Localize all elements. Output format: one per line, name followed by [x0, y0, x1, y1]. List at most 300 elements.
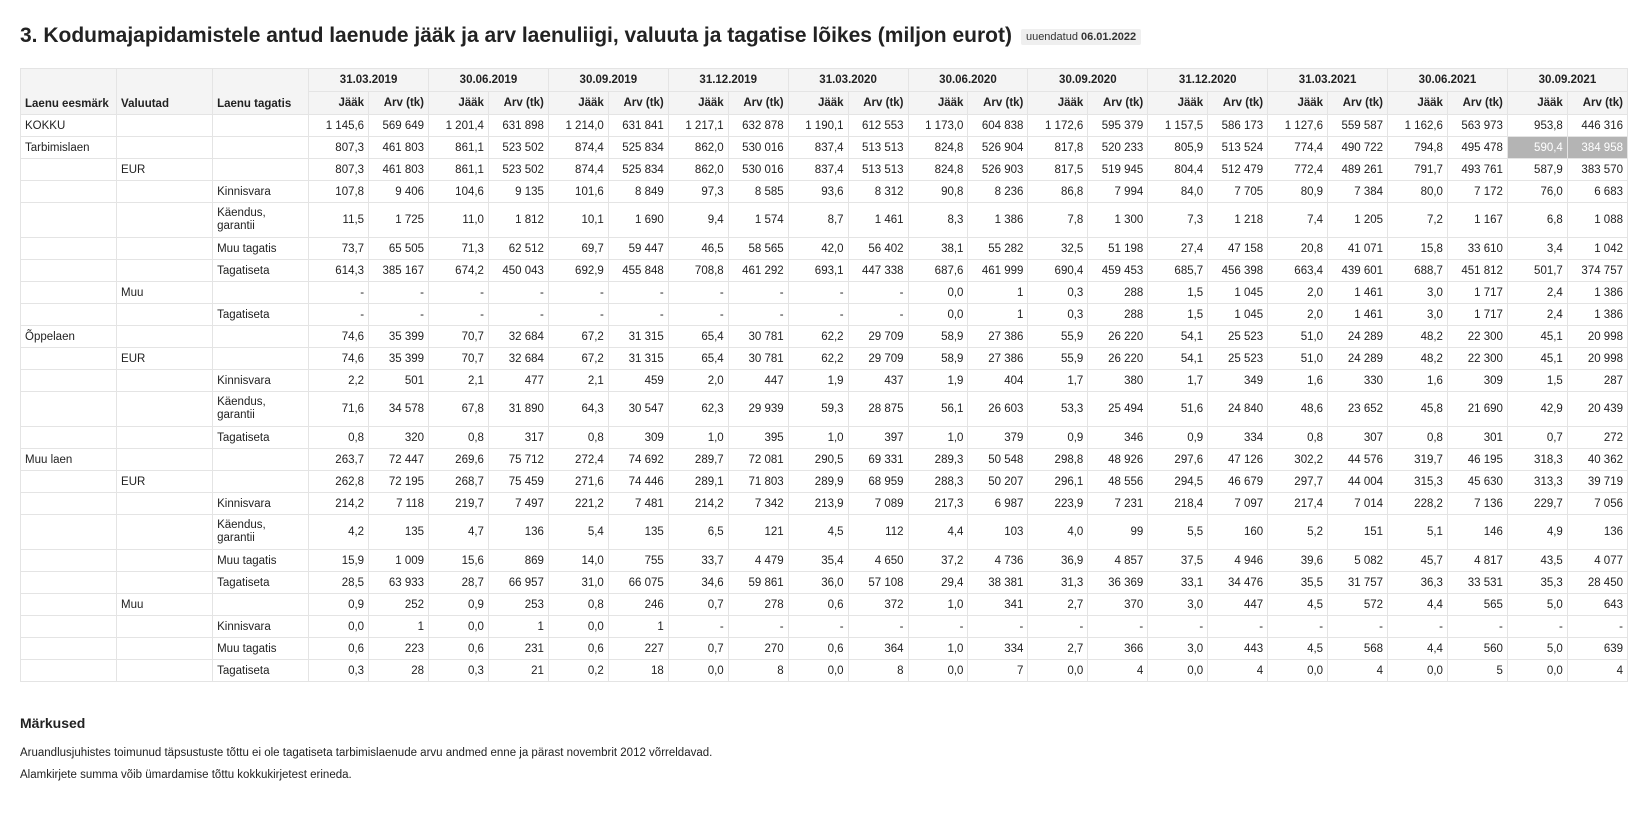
cell-count: 1 088	[1567, 203, 1627, 238]
sub-header-balance: Jääk	[1507, 92, 1567, 115]
cell-count: 8	[848, 660, 908, 682]
cell-collateral: Tagatiseta	[213, 304, 309, 326]
cell-count: 7 481	[608, 493, 668, 515]
cell-collateral: Käendus, garantii	[213, 203, 309, 238]
cell-count: 523 502	[488, 159, 548, 181]
cell-balance: 0,6	[309, 638, 369, 660]
cell-count: 135	[608, 515, 668, 550]
cell-balance: 76,0	[1507, 181, 1567, 203]
cell-count: 246	[608, 594, 668, 616]
cell-balance: 0,0	[1388, 660, 1448, 682]
cell-balance: 80,9	[1268, 181, 1328, 203]
cell-balance: 3,0	[1148, 638, 1208, 660]
cell-balance: 263,7	[309, 449, 369, 471]
cell-count: 366	[1088, 638, 1148, 660]
updated-date: 06.01.2022	[1081, 31, 1137, 43]
cell-count: 288	[1088, 282, 1148, 304]
cell-balance: 51,0	[1268, 326, 1328, 348]
cell-balance: 53,3	[1028, 392, 1088, 427]
cell-count: 33 531	[1447, 572, 1507, 594]
cell-count: 30 781	[728, 348, 788, 370]
table-row	[21, 616, 1628, 638]
cell-purpose	[21, 159, 117, 181]
cell-purpose	[21, 392, 117, 427]
cell-collateral: Tagatiseta	[213, 572, 309, 594]
cell-count: 8 236	[968, 181, 1028, 203]
cell-count: 385 167	[369, 260, 429, 282]
cell-balance: 862,0	[668, 159, 728, 181]
cell-currency: Muu	[117, 594, 213, 616]
cell-balance: 2,0	[1268, 304, 1328, 326]
cell-balance: 5,5	[1148, 515, 1208, 550]
cell-balance: 45,8	[1388, 392, 1448, 427]
cell-balance: 62,2	[788, 348, 848, 370]
cell-count: 40 362	[1567, 449, 1627, 471]
cell-count: 346	[1088, 427, 1148, 449]
sub-header-count: Arv (tk)	[848, 92, 908, 115]
cell-count: 461 803	[369, 137, 429, 159]
cell-balance: 319,7	[1388, 449, 1448, 471]
cell-count: 317	[488, 427, 548, 449]
cell-balance: -	[788, 282, 848, 304]
cell-count: 31 315	[608, 348, 668, 370]
cell-balance: 296,1	[1028, 471, 1088, 493]
cell-currency	[117, 137, 213, 159]
sub-header-count: Arv (tk)	[1088, 92, 1148, 115]
cell-balance: 10,1	[548, 203, 608, 238]
cell-balance: 1,5	[1148, 304, 1208, 326]
cell-currency	[117, 370, 213, 392]
cell-count: 395	[728, 427, 788, 449]
cell-count: 8 849	[608, 181, 668, 203]
cell-purpose	[21, 572, 117, 594]
cell-count: 4 857	[1088, 550, 1148, 572]
sub-header-count: Arv (tk)	[1208, 92, 1268, 115]
cell-count: 26 220	[1088, 348, 1148, 370]
cell-balance: 297,7	[1268, 471, 1328, 493]
cell-balance: 36,9	[1028, 550, 1088, 572]
cell-balance: 2,4	[1507, 304, 1567, 326]
cell-count: 56 402	[848, 238, 908, 260]
cell-count: 20 439	[1567, 392, 1627, 427]
cell-count: 25 494	[1088, 392, 1148, 427]
cell-balance: 693,1	[788, 260, 848, 282]
cell-count: 443	[1208, 638, 1268, 660]
cell-count: 71 803	[728, 471, 788, 493]
cell-count: 1 574	[728, 203, 788, 238]
cell-balance: 1,0	[908, 427, 968, 449]
cell-count: 33 610	[1447, 238, 1507, 260]
title-row	[20, 24, 1627, 48]
cell-balance: 93,6	[788, 181, 848, 203]
cell-balance: 687,6	[908, 260, 968, 282]
cell-currency: EUR	[117, 348, 213, 370]
cell-balance: 0,0	[429, 616, 489, 638]
cell-count: 631 841	[608, 115, 668, 137]
cell-count: 447	[1208, 594, 1268, 616]
cell-count: 75 459	[488, 471, 548, 493]
table-head	[21, 69, 1628, 115]
cell-count: 446 316	[1567, 115, 1627, 137]
cell-currency	[117, 550, 213, 572]
cell-count: 349	[1208, 370, 1268, 392]
cell-count: 7 172	[1447, 181, 1507, 203]
cell-count: 121	[728, 515, 788, 550]
cell-balance: 58,9	[908, 348, 968, 370]
cell-balance: 0,7	[668, 638, 728, 660]
cell-count: 1	[968, 282, 1028, 304]
cell-balance: 861,1	[429, 137, 489, 159]
cell-collateral	[213, 449, 309, 471]
cell-purpose	[21, 660, 117, 682]
cell-count: 26 220	[1088, 326, 1148, 348]
cell-balance: 90,8	[908, 181, 968, 203]
cell-count: 461 803	[369, 159, 429, 181]
cell-balance: 1,0	[788, 427, 848, 449]
cell-count: -	[488, 304, 548, 326]
cell-count: 1 205	[1328, 203, 1388, 238]
cell-count: -	[608, 282, 668, 304]
cell-count: 307	[1328, 427, 1388, 449]
cell-balance: 289,1	[668, 471, 728, 493]
cell-count: 31 757	[1328, 572, 1388, 594]
cell-balance: 219,7	[429, 493, 489, 515]
cell-count: 68 959	[848, 471, 908, 493]
sub-header-balance: Jääk	[788, 92, 848, 115]
cell-count: 512 479	[1208, 159, 1268, 181]
sub-header-balance: Jääk	[908, 92, 968, 115]
cell-balance: 213,9	[788, 493, 848, 515]
cell-count: 136	[488, 515, 548, 550]
page-title: 3. Kodumajapidamistele antud laenude jääk ja arv laenuliigi, valuuta ja tagatise lõikes (miljon eurot)	[20, 24, 1012, 47]
cell-balance: 2,7	[1028, 638, 1088, 660]
cell-count: 4 077	[1567, 550, 1627, 572]
cell-balance: 0,7	[1507, 427, 1567, 449]
cell-count: 372	[848, 594, 908, 616]
cell-count: 1 042	[1567, 238, 1627, 260]
cell-balance: 774,4	[1268, 137, 1328, 159]
cell-count: 7 056	[1567, 493, 1627, 515]
cell-count: 459 453	[1088, 260, 1148, 282]
cell-currency	[117, 660, 213, 682]
period-header: 31.03.2021	[1268, 69, 1388, 92]
cell-balance: 861,1	[429, 159, 489, 181]
cell-count: 103	[968, 515, 1028, 550]
cell-balance: -	[668, 616, 728, 638]
cell-collateral	[213, 594, 309, 616]
table-row	[21, 348, 1628, 370]
cell-count: 22 300	[1447, 348, 1507, 370]
table-row	[21, 238, 1628, 260]
cell-balance: 54,1	[1148, 348, 1208, 370]
cell-count: 530 016	[728, 159, 788, 181]
cell-count: 9 135	[488, 181, 548, 203]
cell-balance: 4,4	[1388, 594, 1448, 616]
cell-count: 72 081	[728, 449, 788, 471]
cell-count: 477	[488, 370, 548, 392]
cell-currency	[117, 638, 213, 660]
cell-count: 595 379	[1088, 115, 1148, 137]
table-row	[21, 638, 1628, 660]
cell-purpose: KOKKU	[21, 115, 117, 137]
cell-balance: 302,2	[1268, 449, 1328, 471]
cell-balance: -	[1148, 616, 1208, 638]
period-header: 31.12.2019	[668, 69, 788, 92]
period-header: 31.03.2019	[309, 69, 429, 92]
table-row	[21, 159, 1628, 181]
cell-balance: 5,1	[1388, 515, 1448, 550]
cell-count: -	[1567, 616, 1627, 638]
cell-balance: -	[788, 616, 848, 638]
cell-count: 47 126	[1208, 449, 1268, 471]
period-header: 30.06.2020	[908, 69, 1028, 92]
cell-balance: 45,1	[1507, 348, 1567, 370]
cell-purpose	[21, 550, 117, 572]
cell-count: -	[1328, 616, 1388, 638]
cell-balance: 862,0	[668, 137, 728, 159]
cell-balance: 0,6	[429, 638, 489, 660]
cell-balance: 11,5	[309, 203, 369, 238]
cell-balance: 27,4	[1148, 238, 1208, 260]
cell-count: 374 757	[1567, 260, 1627, 282]
cell-collateral: Käendus, garantii	[213, 515, 309, 550]
cell-currency	[117, 515, 213, 550]
sub-header-count: Arv (tk)	[488, 92, 548, 115]
cell-currency: EUR	[117, 471, 213, 493]
cell-balance: 29,4	[908, 572, 968, 594]
cell-count: 565	[1447, 594, 1507, 616]
cell-count: 525 834	[608, 137, 668, 159]
cell-count: 755	[608, 550, 668, 572]
cell-count: 8 312	[848, 181, 908, 203]
cell-count: 8	[728, 660, 788, 682]
cell-balance: 4,0	[1028, 515, 1088, 550]
cell-purpose	[21, 471, 117, 493]
cell-collateral	[213, 282, 309, 304]
cell-count: 4 736	[968, 550, 1028, 572]
cell-balance: 45,7	[1388, 550, 1448, 572]
cell-balance: 0,0	[1507, 660, 1567, 682]
cell-collateral	[213, 115, 309, 137]
cell-balance: 101,6	[548, 181, 608, 203]
cell-count: 29 709	[848, 348, 908, 370]
table-row	[21, 594, 1628, 616]
cell-count: 8 585	[728, 181, 788, 203]
cell-count: 1 009	[369, 550, 429, 572]
cell-count: 1 167	[1447, 203, 1507, 238]
cell-count: 1 386	[1567, 282, 1627, 304]
cell-count: 513 513	[848, 159, 908, 181]
table-row	[21, 115, 1628, 137]
cell-count: 513 524	[1208, 137, 1268, 159]
note-line: Alamkirjete summa võib ümardamise tõttu kokkukirjetest erineda.	[20, 769, 352, 781]
cell-count: 869	[488, 550, 548, 572]
cell-purpose	[21, 515, 117, 550]
cell-balance: -	[908, 616, 968, 638]
cell-collateral: Kinnisvara	[213, 181, 309, 203]
cell-purpose	[21, 616, 117, 638]
cell-balance: 2,2	[309, 370, 369, 392]
cell-balance: 67,8	[429, 392, 489, 427]
cell-balance: 34,6	[668, 572, 728, 594]
cell-balance: 70,7	[429, 326, 489, 348]
cell-purpose	[21, 348, 117, 370]
cell-balance: 11,0	[429, 203, 489, 238]
cell-balance: -	[429, 282, 489, 304]
cell-balance: 807,3	[309, 137, 369, 159]
cell-count: 563 973	[1447, 115, 1507, 137]
cell-purpose	[21, 638, 117, 660]
cell-balance: -	[668, 304, 728, 326]
cell-balance: 71,3	[429, 238, 489, 260]
cell-count: 4	[1567, 660, 1627, 682]
cell-purpose	[21, 370, 117, 392]
cell-count: 50 207	[968, 471, 1028, 493]
cell-count: 31 315	[608, 326, 668, 348]
cell-balance: 71,6	[309, 392, 369, 427]
cell-count: 30 781	[728, 326, 788, 348]
cell-count: 38 381	[968, 572, 1028, 594]
cell-count: 48 556	[1088, 471, 1148, 493]
cell-count: 1	[968, 304, 1028, 326]
period-header-row	[21, 69, 1628, 92]
cell-balance: 0,0	[309, 616, 369, 638]
cell-count: 437	[848, 370, 908, 392]
cell-balance: 36,3	[1388, 572, 1448, 594]
cell-balance: 35,3	[1507, 572, 1567, 594]
cell-count: 7 136	[1447, 493, 1507, 515]
cell-balance: 1,5	[1507, 370, 1567, 392]
cell-balance: 0,8	[548, 594, 608, 616]
cell-count: 27 386	[968, 348, 1028, 370]
cell-count: 65 505	[369, 238, 429, 260]
cell-balance: 0,8	[548, 427, 608, 449]
cell-count: 20 998	[1567, 326, 1627, 348]
cell-balance: 1,5	[1148, 282, 1208, 304]
cell-balance: 1 162,6	[1388, 115, 1448, 137]
cell-purpose	[21, 594, 117, 616]
cell-balance: 35,5	[1268, 572, 1328, 594]
cell-count: 48 926	[1088, 449, 1148, 471]
cell-count: 55 282	[968, 238, 1028, 260]
sub-header-balance: Jääk	[548, 92, 608, 115]
cell-count: -	[728, 282, 788, 304]
cell-count: 569 649	[369, 115, 429, 137]
cell-count: 639	[1567, 638, 1627, 660]
cell-balance: 0,2	[548, 660, 608, 682]
cell-balance: 0,0	[1148, 660, 1208, 682]
cell-count: 6 683	[1567, 181, 1627, 203]
cell-count: 364	[848, 638, 908, 660]
cell-balance: 35,4	[788, 550, 848, 572]
period-header: 30.06.2021	[1388, 69, 1508, 92]
cell-balance: 0,8	[1388, 427, 1448, 449]
cell-count: 278	[728, 594, 788, 616]
cell-count: 46 679	[1208, 471, 1268, 493]
table-row	[21, 260, 1628, 282]
cell-count: 253	[488, 594, 548, 616]
cell-balance: 37,2	[908, 550, 968, 572]
cell-count: 334	[1208, 427, 1268, 449]
note-line: Aruandlusjuhistes toimunud täpsustuste tõttu ei ole tagatiseta tarbimislaenude arvu andmed enne ja pärast novembrit 2012 võrreldavad.	[20, 747, 713, 759]
cell-balance: 298,8	[1028, 449, 1088, 471]
cell-count: 47 158	[1208, 238, 1268, 260]
cell-balance: 0,0	[1268, 660, 1328, 682]
cell-balance: 0,0	[1028, 660, 1088, 682]
cell-balance: 67,2	[548, 348, 608, 370]
cell-count: 23 652	[1328, 392, 1388, 427]
cell-count: 519 945	[1088, 159, 1148, 181]
cell-balance: 2,1	[429, 370, 489, 392]
cell-count: 51 198	[1088, 238, 1148, 260]
cell-count: 495 478	[1447, 137, 1507, 159]
cell-count: -	[848, 616, 908, 638]
cell-count: 7 705	[1208, 181, 1268, 203]
cell-balance: -	[1507, 616, 1567, 638]
cell-count: 520 233	[1088, 137, 1148, 159]
cell-balance: 1,7	[1148, 370, 1208, 392]
cell-count: 447 338	[848, 260, 908, 282]
cell-count: 25 523	[1208, 326, 1268, 348]
cell-balance: 0,3	[309, 660, 369, 682]
cell-balance: 791,7	[1388, 159, 1448, 181]
cell-count: 1 218	[1208, 203, 1268, 238]
cell-count: -	[1088, 616, 1148, 638]
cell-count: 1 725	[369, 203, 429, 238]
cell-balance: 0,3	[1028, 282, 1088, 304]
cell-purpose	[21, 282, 117, 304]
cell-count: 30 547	[608, 392, 668, 427]
cell-count: 288	[1088, 304, 1148, 326]
cell-balance: 51,6	[1148, 392, 1208, 427]
table-row	[21, 493, 1628, 515]
cell-count: 525 834	[608, 159, 668, 181]
cell-purpose	[21, 427, 117, 449]
cell-purpose	[21, 203, 117, 238]
cell-balance: 104,6	[429, 181, 489, 203]
cell-purpose	[21, 304, 117, 326]
cell-balance: 37,5	[1148, 550, 1208, 572]
cell-balance: 804,4	[1148, 159, 1208, 181]
cell-count: 25 523	[1208, 348, 1268, 370]
cell-balance: 0,9	[1148, 427, 1208, 449]
table-row	[21, 392, 1628, 427]
cell-collateral: Kinnisvara	[213, 370, 309, 392]
cell-balance: -	[309, 304, 369, 326]
cell-balance: 14,0	[548, 550, 608, 572]
cell-count: 99	[1088, 515, 1148, 550]
cell-balance: 3,0	[1388, 282, 1448, 304]
cell-count: 1 717	[1447, 304, 1507, 326]
cell-count: 34 578	[369, 392, 429, 427]
cell-balance: 315,3	[1388, 471, 1448, 493]
cell-balance: 2,0	[1268, 282, 1328, 304]
cell-balance: 33,1	[1148, 572, 1208, 594]
cell-balance: 67,2	[548, 326, 608, 348]
cell-balance: 5,0	[1507, 594, 1567, 616]
cell-count: 231	[488, 638, 548, 660]
cell-count: 24 840	[1208, 392, 1268, 427]
cell-balance: 262,8	[309, 471, 369, 493]
cell-count: 62 512	[488, 238, 548, 260]
cell-balance: 3,0	[1388, 304, 1448, 326]
cell-count: 7 994	[1088, 181, 1148, 203]
cell-balance: -	[788, 304, 848, 326]
cell-balance: 807,3	[309, 159, 369, 181]
cell-balance: 272,4	[548, 449, 608, 471]
cell-count: 309	[1447, 370, 1507, 392]
cell-balance: 28,7	[429, 572, 489, 594]
